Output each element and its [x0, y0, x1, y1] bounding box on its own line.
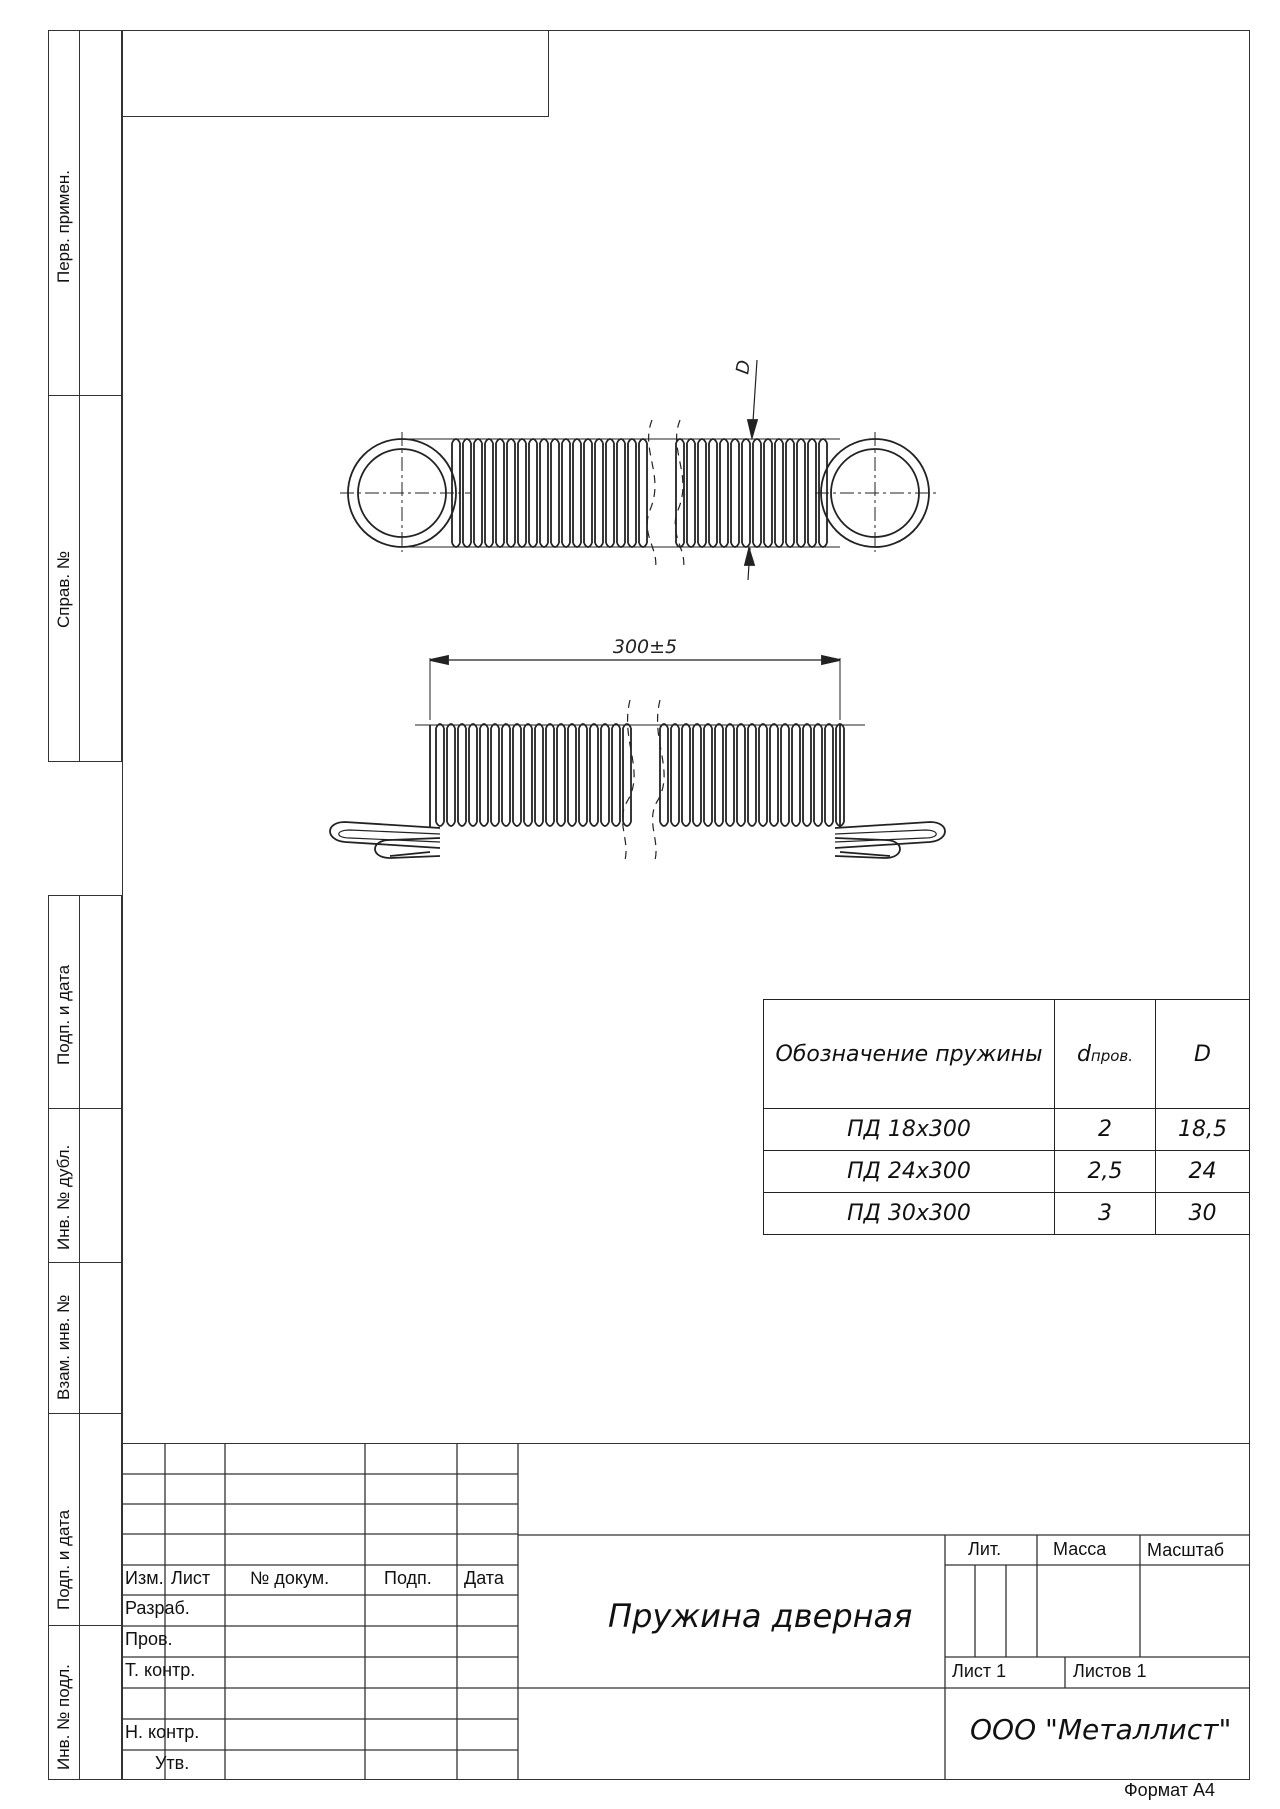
tb-masshtab: Масштаб: [1147, 1540, 1225, 1560]
row-name: ПД 30х300: [764, 1193, 1055, 1235]
tb-razrab: Разраб.: [125, 1598, 190, 1618]
tb-listov-1: Листов 1: [1073, 1661, 1147, 1681]
tb-utv: Утв.: [155, 1753, 190, 1773]
tb-list: Лист: [171, 1568, 211, 1588]
tb-list-1: Лист 1: [952, 1661, 1007, 1681]
side-label-inv-dubl: Инв. № дубл.: [54, 1144, 73, 1250]
tb-t-kontr: Т. контр.: [125, 1660, 196, 1680]
tb-data: Дата: [464, 1568, 504, 1588]
side-label-inv-podl: Инв. № подл.: [54, 1664, 73, 1770]
row-D: 30: [1156, 1193, 1250, 1235]
row-name: ПД 18х300: [764, 1109, 1055, 1151]
header-designation: Обозначение пружины: [764, 1000, 1055, 1109]
header-d-sub: пров.: [1090, 1046, 1134, 1065]
tb-no-dokum: № докум.: [250, 1568, 330, 1588]
row-d: 3: [1055, 1193, 1156, 1235]
format-label: Формат А4: [1124, 1780, 1215, 1800]
side-label-vzam-inv: Взам. инв. №: [54, 1294, 73, 1400]
row-D: 24: [1156, 1151, 1250, 1193]
row-D: 18,5: [1156, 1109, 1250, 1151]
header-d-main: d: [1076, 1041, 1091, 1067]
row-name: ПД 24х300: [764, 1151, 1055, 1193]
tb-n-kontr: Н. контр.: [125, 1722, 200, 1742]
header-D: D: [1156, 1000, 1250, 1109]
dim-length-label: 300±5: [612, 636, 678, 658]
side-label-perv-primen: Перв. примен.: [54, 169, 73, 283]
side-label-podp-data-2: Подп. и дата: [54, 1509, 73, 1610]
document-title: Пружина дверная: [608, 1597, 913, 1635]
row-d: 2: [1055, 1109, 1156, 1151]
tb-massa: Масса: [1053, 1539, 1107, 1559]
company-name: ООО "Металлист": [970, 1713, 1232, 1746]
tb-lit: Лит.: [968, 1539, 1002, 1559]
tb-podp: Подп.: [384, 1568, 432, 1588]
tb-prov: Пров.: [125, 1629, 173, 1649]
row-d: 2,5: [1055, 1151, 1156, 1193]
tb-izm: Изм.: [125, 1568, 164, 1588]
side-label-podp-data: Подп. и дата: [54, 964, 73, 1065]
side-label-sprav-no: Справ. №: [54, 550, 73, 628]
dim-label-D: D: [732, 358, 756, 376]
